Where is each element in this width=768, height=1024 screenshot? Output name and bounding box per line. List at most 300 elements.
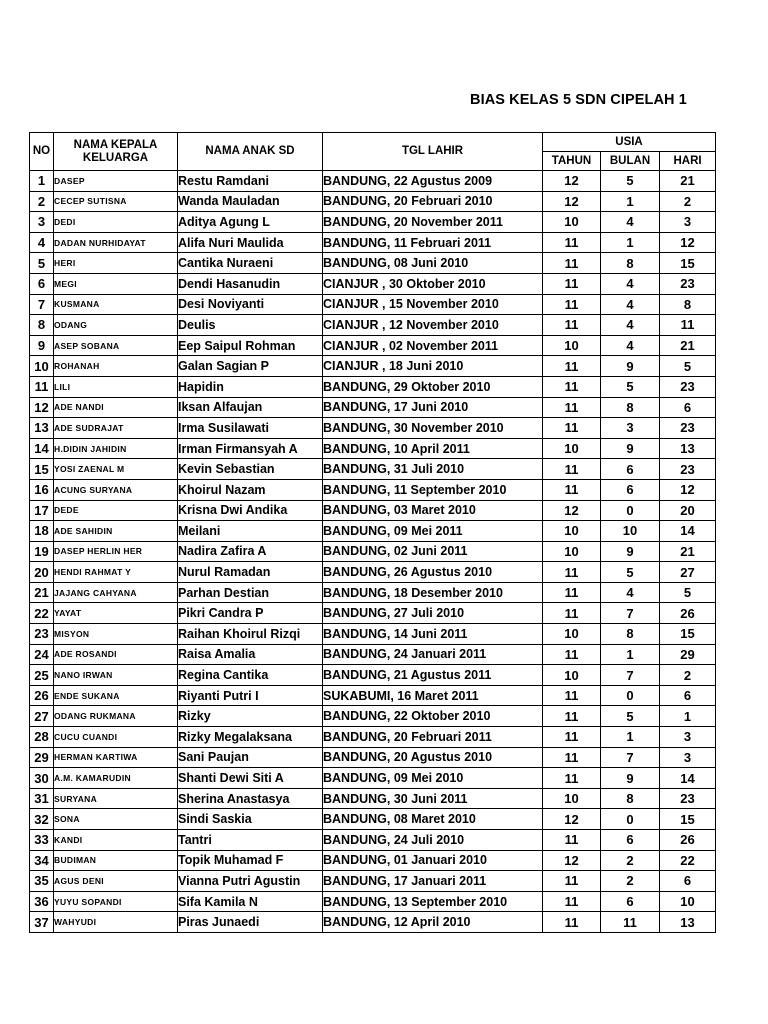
child-name: Restu Ramdani [178, 171, 323, 192]
row-number: 29 [30, 747, 54, 768]
age-days: 13 [660, 438, 716, 459]
age-months: 4 [601, 582, 660, 603]
table-row [30, 747, 716, 768]
age-years: 11 [543, 315, 601, 336]
document-title: BIAS KELAS 5 SDN CIPELAH 1 [470, 92, 687, 108]
age-years: 11 [543, 685, 601, 706]
age-years: 12 [543, 850, 601, 871]
age-days: 6 [660, 685, 716, 706]
birth-date: BANDUNG, 21 Agustus 2011 [323, 665, 543, 686]
row-number: 27 [30, 706, 54, 727]
parent-name: HERI [54, 253, 178, 274]
age-years: 11 [543, 891, 601, 912]
child-name: Shanti Dewi Siti A [178, 768, 323, 789]
parent-name: CUCU CUANDI [54, 727, 178, 748]
row-number: 11 [30, 376, 54, 397]
table-row [30, 376, 716, 397]
row-number: 1 [30, 171, 54, 192]
age-days: 10 [660, 891, 716, 912]
birth-date: BANDUNG, 17 Januari 2011 [323, 871, 543, 892]
age-years: 11 [543, 418, 601, 439]
parent-name: BUDIMAN [54, 850, 178, 871]
age-months: 8 [601, 624, 660, 645]
birth-date: BANDUNG, 11 Februari 2011 [323, 232, 543, 253]
row-number: 37 [30, 912, 54, 933]
age-months: 0 [601, 685, 660, 706]
parent-name: CECEP SUTISNA [54, 191, 178, 212]
age-years: 10 [543, 788, 601, 809]
table-row [30, 521, 716, 542]
child-name: Parhan Destian [178, 582, 323, 603]
age-months: 4 [601, 315, 660, 336]
table-row [30, 356, 716, 377]
row-number: 14 [30, 438, 54, 459]
row-number: 19 [30, 541, 54, 562]
table-row [30, 459, 716, 480]
birth-date: BANDUNG, 20 November 2011 [323, 212, 543, 233]
table-row [30, 253, 716, 274]
row-number: 30 [30, 768, 54, 789]
table-row [30, 850, 716, 871]
table-row [30, 644, 716, 665]
age-years: 11 [543, 356, 601, 377]
age-years: 11 [543, 376, 601, 397]
age-months: 11 [601, 912, 660, 933]
table-row [30, 541, 716, 562]
age-months: 8 [601, 397, 660, 418]
child-name: Nurul Ramadan [178, 562, 323, 583]
age-days: 6 [660, 871, 716, 892]
age-years: 10 [543, 665, 601, 686]
age-months: 4 [601, 212, 660, 233]
child-name: Aditya Agung L [178, 212, 323, 233]
row-number: 36 [30, 891, 54, 912]
age-months: 4 [601, 335, 660, 356]
age-days: 21 [660, 171, 716, 192]
child-name: Desi Noviyanti [178, 294, 323, 315]
parent-name: ASEP SOBANA [54, 335, 178, 356]
age-days: 15 [660, 624, 716, 645]
age-years: 11 [543, 253, 601, 274]
table-row [30, 665, 716, 686]
parent-name: DASEP HERLIN HER [54, 541, 178, 562]
child-name: Irma Susilawati [178, 418, 323, 439]
age-days: 23 [660, 273, 716, 294]
age-years: 11 [543, 768, 601, 789]
age-months: 0 [601, 500, 660, 521]
table-row [30, 727, 716, 748]
age-years: 11 [543, 294, 601, 315]
birth-date: BANDUNG, 20 Februari 2011 [323, 727, 543, 748]
age-years: 11 [543, 397, 601, 418]
birth-date: BANDUNG, 30 November 2010 [323, 418, 543, 439]
child-name: Galan Sagian P [178, 356, 323, 377]
birth-date: CIANJUR , 18 Juni 2010 [323, 356, 543, 377]
parent-name: ACUNG SURYANA [54, 479, 178, 500]
child-name: Cantika Nuraeni [178, 253, 323, 274]
age-days: 5 [660, 582, 716, 603]
header-days: HARI [660, 152, 716, 171]
age-months: 1 [601, 644, 660, 665]
birth-date: CIANJUR , 15 November 2010 [323, 294, 543, 315]
age-months: 8 [601, 788, 660, 809]
age-days: 21 [660, 335, 716, 356]
age-years: 10 [543, 624, 601, 645]
parent-name: ADE SUDRAJAT [54, 418, 178, 439]
birth-date: CIANJUR , 12 November 2010 [323, 315, 543, 336]
birth-date: BANDUNG, 30 Juni 2011 [323, 788, 543, 809]
age-years: 10 [543, 521, 601, 542]
child-name: Rizky Megalaksana [178, 727, 323, 748]
birth-date: BANDUNG, 24 Januari 2011 [323, 644, 543, 665]
table-row [30, 685, 716, 706]
row-number: 21 [30, 582, 54, 603]
age-months: 9 [601, 541, 660, 562]
age-years: 11 [543, 830, 601, 851]
age-years: 10 [543, 541, 601, 562]
birth-date: BANDUNG, 24 Juli 2010 [323, 830, 543, 851]
row-number: 34 [30, 850, 54, 871]
birth-date: BANDUNG, 09 Mei 2011 [323, 521, 543, 542]
child-name: Eep Saipul Rohman [178, 335, 323, 356]
parent-name: KUSMANA [54, 294, 178, 315]
table-row [30, 562, 716, 583]
parent-name: MISYON [54, 624, 178, 645]
age-years: 11 [543, 706, 601, 727]
age-days: 13 [660, 912, 716, 933]
birth-date: BANDUNG, 20 Februari 2010 [323, 191, 543, 212]
header-months: BULAN [601, 152, 660, 171]
age-days: 20 [660, 500, 716, 521]
row-number: 9 [30, 335, 54, 356]
age-months: 6 [601, 891, 660, 912]
age-years: 11 [543, 582, 601, 603]
parent-name: ENDE SUKANA [54, 685, 178, 706]
age-months: 5 [601, 376, 660, 397]
birth-date: SUKABUMI, 16 Maret 2011 [323, 685, 543, 706]
age-days: 26 [660, 830, 716, 851]
child-name: Krisna Dwi Andika [178, 500, 323, 521]
parent-name: JAJANG CAHYANA [54, 582, 178, 603]
birth-date: BANDUNG, 18 Desember 2010 [323, 582, 543, 603]
roster-body [30, 171, 716, 933]
table-row [30, 788, 716, 809]
birth-date: BANDUNG, 08 Maret 2010 [323, 809, 543, 830]
row-number: 35 [30, 871, 54, 892]
table-row [30, 191, 716, 212]
child-name: Raihan Khoirul Rizqi [178, 624, 323, 645]
birth-date: BANDUNG, 09 Mei 2010 [323, 768, 543, 789]
row-number: 3 [30, 212, 54, 233]
child-name: Hapidin [178, 376, 323, 397]
child-name: Iksan Alfaujan [178, 397, 323, 418]
parent-name: DEDE [54, 500, 178, 521]
child-name: Dendi Hasanudin [178, 273, 323, 294]
table-row [30, 891, 716, 912]
age-days: 12 [660, 232, 716, 253]
parent-name: DEDI [54, 212, 178, 233]
age-days: 15 [660, 809, 716, 830]
row-number: 23 [30, 624, 54, 645]
child-name: Tantri [178, 830, 323, 851]
age-years: 11 [543, 644, 601, 665]
age-years: 12 [543, 191, 601, 212]
age-months: 2 [601, 871, 660, 892]
parent-name: LILI [54, 376, 178, 397]
birth-date: BANDUNG, 12 April 2010 [323, 912, 543, 933]
birth-date: BANDUNG, 13 September 2010 [323, 891, 543, 912]
table-row [30, 294, 716, 315]
child-name: Sindi Saskia [178, 809, 323, 830]
age-days: 11 [660, 315, 716, 336]
age-months: 9 [601, 768, 660, 789]
header-parent-name [54, 133, 178, 171]
row-number: 15 [30, 459, 54, 480]
row-number: 25 [30, 665, 54, 686]
age-months: 7 [601, 665, 660, 686]
parent-name: ADE SAHIDIN [54, 521, 178, 542]
table-row [30, 871, 716, 892]
row-number: 5 [30, 253, 54, 274]
row-number: 18 [30, 521, 54, 542]
header-no: NO [30, 133, 54, 171]
birth-date: BANDUNG, 17 Juni 2010 [323, 397, 543, 418]
table-row [30, 479, 716, 500]
parent-name: NANO IRWAN [54, 665, 178, 686]
parent-name: ODANG RUKMANA [54, 706, 178, 727]
row-number: 6 [30, 273, 54, 294]
table-row [30, 232, 716, 253]
header-birth-date: TGL LAHIR [323, 133, 543, 171]
child-name: Irman Firmansyah A [178, 438, 323, 459]
row-number: 4 [30, 232, 54, 253]
row-number: 31 [30, 788, 54, 809]
birth-date: BANDUNG, 22 Oktober 2010 [323, 706, 543, 727]
row-number: 33 [30, 830, 54, 851]
row-number: 16 [30, 479, 54, 500]
table-row [30, 830, 716, 851]
birth-date: CIANJUR , 02 November 2011 [323, 335, 543, 356]
parent-name: A.M. KAMARUDIN [54, 768, 178, 789]
parent-name: H.DIDIN JAHIDIN [54, 438, 178, 459]
table-row [30, 768, 716, 789]
table-row [30, 273, 716, 294]
row-number: 22 [30, 603, 54, 624]
age-days: 1 [660, 706, 716, 727]
age-days: 29 [660, 644, 716, 665]
table-row [30, 397, 716, 418]
table-row [30, 809, 716, 830]
parent-name: WAHYUDI [54, 912, 178, 933]
child-name: Vianna Putri Agustin [178, 871, 323, 892]
header-years: TAHUN [543, 152, 601, 171]
age-months: 6 [601, 479, 660, 500]
row-number: 32 [30, 809, 54, 830]
header-age: USIA [543, 133, 716, 152]
header-child-name: NAMA ANAK SD [178, 133, 323, 171]
age-days: 5 [660, 356, 716, 377]
age-months: 9 [601, 438, 660, 459]
age-years: 11 [543, 459, 601, 480]
birth-date: BANDUNG, 26 Agustus 2010 [323, 562, 543, 583]
parent-name: KANDI [54, 830, 178, 851]
age-days: 21 [660, 541, 716, 562]
header-row [30, 133, 716, 152]
child-name: Rizky [178, 706, 323, 727]
age-months: 1 [601, 232, 660, 253]
table-row [30, 624, 716, 645]
age-months: 0 [601, 809, 660, 830]
age-months: 5 [601, 171, 660, 192]
birth-date: BANDUNG, 03 Maret 2010 [323, 500, 543, 521]
age-years: 11 [543, 747, 601, 768]
row-number: 17 [30, 500, 54, 521]
header-parent-name-text: NAMA KEPALA KELUARGA [73, 138, 158, 164]
table-row [30, 582, 716, 603]
table-row [30, 500, 716, 521]
birth-date: BANDUNG, 11 September 2010 [323, 479, 543, 500]
child-name: Deulis [178, 315, 323, 336]
row-number: 7 [30, 294, 54, 315]
birth-date: BANDUNG, 10 April 2011 [323, 438, 543, 459]
row-number: 12 [30, 397, 54, 418]
age-days: 12 [660, 479, 716, 500]
parent-name: MEGI [54, 273, 178, 294]
table-row [30, 418, 716, 439]
birth-date: BANDUNG, 22 Agustus 2009 [323, 171, 543, 192]
child-name: Pikri Candra P [178, 603, 323, 624]
age-months: 7 [601, 747, 660, 768]
child-name: Nadira Zafira A [178, 541, 323, 562]
child-name: Wanda Mauladan [178, 191, 323, 212]
parent-name: ROHANAH [54, 356, 178, 377]
table-row [30, 171, 716, 192]
age-years: 11 [543, 232, 601, 253]
age-years: 12 [543, 809, 601, 830]
table-row [30, 438, 716, 459]
age-days: 6 [660, 397, 716, 418]
birth-date: BANDUNG, 01 Januari 2010 [323, 850, 543, 871]
age-years: 11 [543, 871, 601, 892]
birth-date: BANDUNG, 29 Oktober 2010 [323, 376, 543, 397]
parent-name: HENDI RAHMAT Y [54, 562, 178, 583]
age-months: 8 [601, 253, 660, 274]
parent-name: SONA [54, 809, 178, 830]
age-months: 5 [601, 706, 660, 727]
age-months: 1 [601, 727, 660, 748]
age-years: 11 [543, 273, 601, 294]
row-number: 8 [30, 315, 54, 336]
table-row [30, 706, 716, 727]
birth-date: BANDUNG, 31 Juli 2010 [323, 459, 543, 480]
age-days: 3 [660, 727, 716, 748]
child-name: Meilani [178, 521, 323, 542]
table-row [30, 912, 716, 933]
birth-date: BANDUNG, 27 Juli 2010 [323, 603, 543, 624]
age-years: 11 [543, 479, 601, 500]
age-days: 3 [660, 747, 716, 768]
age-months: 5 [601, 562, 660, 583]
age-days: 27 [660, 562, 716, 583]
age-months: 10 [601, 521, 660, 542]
age-months: 6 [601, 459, 660, 480]
parent-name: YAYAT [54, 603, 178, 624]
age-days: 23 [660, 376, 716, 397]
child-name: Alifa Nuri Maulida [178, 232, 323, 253]
age-years: 11 [543, 603, 601, 624]
age-days: 14 [660, 768, 716, 789]
age-years: 12 [543, 171, 601, 192]
row-number: 13 [30, 418, 54, 439]
age-years: 11 [543, 727, 601, 748]
row-number: 26 [30, 685, 54, 706]
age-days: 23 [660, 788, 716, 809]
age-months: 4 [601, 294, 660, 315]
parent-name: SURYANA [54, 788, 178, 809]
birth-date: BANDUNG, 14 Juni 2011 [323, 624, 543, 645]
child-name: Regina Cantika [178, 665, 323, 686]
age-months: 2 [601, 850, 660, 871]
child-name: Sani Paujan [178, 747, 323, 768]
birth-date: CIANJUR , 30 Oktober 2010 [323, 273, 543, 294]
table-row [30, 335, 716, 356]
parent-name: AGUS DENI [54, 871, 178, 892]
age-years: 10 [543, 212, 601, 233]
age-years: 10 [543, 438, 601, 459]
birth-date: BANDUNG, 20 Agustus 2010 [323, 747, 543, 768]
row-number: 24 [30, 644, 54, 665]
child-name: Sherina Anastasya [178, 788, 323, 809]
parent-name: HERMAN KARTIWA [54, 747, 178, 768]
parent-name: ADE NANDI [54, 397, 178, 418]
age-days: 15 [660, 253, 716, 274]
table-row [30, 603, 716, 624]
age-months: 7 [601, 603, 660, 624]
age-years: 12 [543, 500, 601, 521]
age-days: 23 [660, 459, 716, 480]
age-days: 23 [660, 418, 716, 439]
parent-name: ODANG [54, 315, 178, 336]
birth-date: BANDUNG, 02 Juni 2011 [323, 541, 543, 562]
child-name: Piras Junaedi [178, 912, 323, 933]
parent-name: ADE ROSANDI [54, 644, 178, 665]
age-days: 26 [660, 603, 716, 624]
child-name: Raisa Amalia [178, 644, 323, 665]
parent-name: YOSI ZAENAL M [54, 459, 178, 480]
age-months: 4 [601, 273, 660, 294]
row-number: 20 [30, 562, 54, 583]
child-name: Sifa Kamila N [178, 891, 323, 912]
age-days: 22 [660, 850, 716, 871]
child-name: Riyanti Putri I [178, 685, 323, 706]
row-number: 10 [30, 356, 54, 377]
birth-date: BANDUNG, 08 Juni 2010 [323, 253, 543, 274]
parent-name: DADAN NURHIDAYAT [54, 232, 178, 253]
age-months: 1 [601, 191, 660, 212]
parent-name: DASEP [54, 171, 178, 192]
age-months: 6 [601, 830, 660, 851]
table-row [30, 315, 716, 336]
age-days: 8 [660, 294, 716, 315]
parent-name: YUYU SOPANDI [54, 891, 178, 912]
child-name: Topik Muhamad F [178, 850, 323, 871]
age-years: 11 [543, 912, 601, 933]
row-number: 2 [30, 191, 54, 212]
age-days: 3 [660, 212, 716, 233]
age-years: 11 [543, 562, 601, 583]
child-name: Khoirul Nazam [178, 479, 323, 500]
child-name: Kevin Sebastian [178, 459, 323, 480]
